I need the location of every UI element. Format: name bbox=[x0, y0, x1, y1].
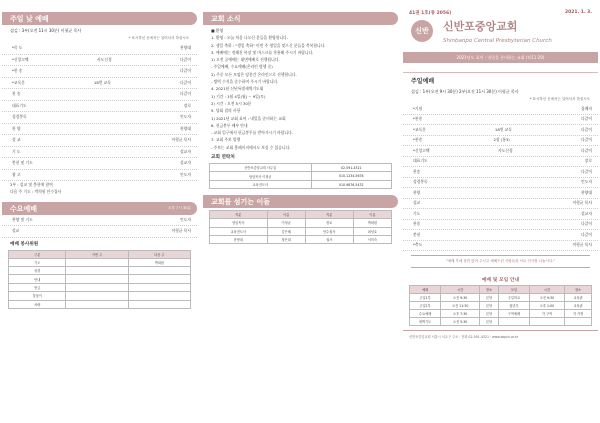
table-row bbox=[9, 266, 191, 274]
news-line: - 주보는 교회 홈페이지에서도 보실 수 있습니다. bbox=[211, 144, 291, 150]
church-name-english: Shinbanpo Central Presbyterian Church bbox=[443, 38, 552, 44]
order-row: 대표기도 장로 bbox=[2, 101, 197, 113]
table-row bbox=[410, 318, 592, 326]
year-theme: 2021년도 표어 : 내일을 준비하는 교회 (히11:29) bbox=[403, 52, 598, 63]
order-row: *축도 이형균 목사 bbox=[403, 241, 598, 252]
service-order bbox=[2, 43, 197, 181]
table-cell: 담임목사 이형균 bbox=[210, 172, 312, 180]
order-row: 봉헌 및 기도 설교자 bbox=[2, 158, 197, 170]
table-cell: 헌금 bbox=[9, 283, 66, 291]
table-row bbox=[410, 302, 592, 310]
order-row: 찬송 다같이 bbox=[403, 167, 598, 178]
table-cell: 주일학교 bbox=[498, 294, 529, 302]
news-line: 7. 교회 주보 발행 bbox=[211, 137, 241, 143]
section-bar: 주일 낮 예배 bbox=[2, 12, 197, 25]
table-header: 장소 bbox=[565, 286, 592, 294]
order-row: *찬송 2장 (통3) 다같이 bbox=[403, 136, 598, 147]
table-cell: 교육관 bbox=[565, 294, 592, 302]
table-cell: 찬양대 bbox=[210, 236, 268, 244]
issue-number: 41권 1호(통 2056) bbox=[409, 11, 452, 16]
order-row: 봉헌 다같이 bbox=[403, 230, 598, 241]
news-line: - 교회 입구에서 헌금봉투를 받아가시기 바랍니다. bbox=[211, 130, 293, 136]
table-row bbox=[9, 275, 191, 283]
evening-row: 찬양 및 기도 인도자 bbox=[2, 215, 197, 227]
table-cell bbox=[128, 292, 190, 300]
table-row bbox=[410, 294, 592, 302]
table-cell: 교육관 bbox=[565, 302, 592, 310]
news-line: 3. 예배에는 정해진 복장 및 마스크를 착용해 주시기 바랍니다. bbox=[211, 49, 314, 55]
table-cell: 010-1234-5678 bbox=[311, 172, 392, 180]
table-header: 이번 주 bbox=[66, 250, 128, 258]
table-cell: 주일2부 bbox=[410, 302, 441, 310]
contact-title: 교회 연락처 bbox=[211, 155, 235, 161]
table-cell bbox=[498, 318, 529, 326]
service-note: * 표시하신 곳에서는 일어서서 하십시오 bbox=[529, 97, 590, 101]
news-line: ■ 환영 bbox=[211, 28, 224, 33]
table-cell: 정은희 bbox=[267, 236, 305, 244]
service-subtitle: 섬김 : 3부(오전 11시 30분) 이형균 목사 bbox=[10, 28, 82, 33]
church-logo-icon: 신반 bbox=[411, 20, 433, 42]
table-cell bbox=[128, 300, 190, 308]
table-cell: 이미숙 bbox=[353, 236, 391, 244]
order-row: 찬양 찬양대 bbox=[403, 188, 598, 199]
table-header: 예배 bbox=[410, 286, 441, 294]
table-row bbox=[210, 236, 392, 244]
evening-row: 설교 이형균 목사 bbox=[2, 226, 197, 238]
table-cell: 교육전도사 bbox=[210, 180, 312, 188]
table-cell: 청년부 bbox=[498, 302, 529, 310]
table-row bbox=[9, 258, 191, 266]
table-cell: 오후 1:00 bbox=[529, 302, 564, 310]
service-order bbox=[403, 104, 598, 251]
table-cell bbox=[66, 258, 128, 266]
table-cell bbox=[565, 318, 592, 326]
section-bar: 수요예배 오후 7시 30분 bbox=[2, 202, 197, 215]
table-row bbox=[9, 300, 191, 308]
table-cell: 오전 11:30 bbox=[441, 302, 480, 310]
order-row: *교독문 18번 교독 다같이 bbox=[403, 125, 598, 136]
table-cell: 새벽기도 bbox=[410, 318, 441, 326]
roster-title: 예배 봉사위원 bbox=[10, 241, 39, 247]
news-line: 4. 2021년 신년특별새벽기도회 bbox=[211, 86, 264, 92]
service-after: 다음 주 기도 : 박희원 안수집사 bbox=[10, 189, 62, 195]
news-line: 6. 헌금봉투 배부 안내 bbox=[211, 122, 248, 128]
table-cell: 각 구역 bbox=[529, 310, 564, 318]
order-row: 광 고 인도자 bbox=[2, 170, 197, 182]
table-header: 직분 bbox=[210, 211, 268, 219]
table-cell: 박희원 bbox=[353, 219, 391, 227]
table-cell bbox=[66, 292, 128, 300]
service-note: * 표시하신 곳에서는 일어서서 하십시오 bbox=[128, 36, 189, 40]
order-row: *찬 송 다같이 bbox=[2, 66, 197, 78]
table-cell: 본당 bbox=[480, 302, 499, 310]
order-row: *묵 도 찬양대 bbox=[2, 43, 197, 55]
table-cell bbox=[128, 266, 190, 274]
left-panel bbox=[2, 8, 197, 420]
news-list bbox=[203, 25, 398, 151]
table-cell bbox=[529, 318, 564, 326]
news-line: 1) 2021년 교회 표어 : 내일을 준비하는 교회 bbox=[211, 115, 286, 121]
right-panel bbox=[403, 8, 598, 420]
table-header: 시간 bbox=[529, 286, 564, 294]
table-cell bbox=[66, 283, 128, 291]
service-title: 주일예배 bbox=[411, 78, 435, 85]
table-cell: 담임목사 bbox=[210, 219, 268, 227]
table-cell: 각 가정 bbox=[565, 310, 592, 318]
news-line: 2. 생일 축하 : "생일 축하" 이번 주 생일을 맞으신 분들을 축복합니다. bbox=[211, 42, 326, 48]
order-row: 성경봉독 인도자 bbox=[2, 112, 197, 124]
table-header: 직분 bbox=[305, 211, 353, 219]
table-cell bbox=[66, 300, 128, 308]
table-cell: 기도 bbox=[9, 258, 66, 266]
order-row: 설 교 이형균 목사 bbox=[2, 135, 197, 147]
news-line: 1) 기간 : 1월 4일(월) ~ 9일(토) bbox=[211, 93, 266, 99]
table-cell: 교육전도사 bbox=[210, 227, 268, 235]
roster-table bbox=[8, 250, 191, 309]
table-cell bbox=[128, 275, 190, 283]
table-row bbox=[410, 310, 592, 318]
table-cell: 본당 bbox=[480, 318, 499, 326]
news-line: 5. 당회 결의 사항 bbox=[211, 108, 241, 114]
table-cell: 수요예배 bbox=[410, 310, 441, 318]
table-cell: 본당 bbox=[480, 294, 499, 302]
table-cell bbox=[66, 266, 128, 274]
table-cell: 주일1부 bbox=[410, 294, 441, 302]
news-line: - 주일예배, 수요예배(온라인 병행 중) bbox=[211, 64, 273, 70]
church-name: 신반포중앙교회 bbox=[443, 20, 518, 33]
news-line: - 방역 수칙을 준수하여 주시기 바랍니다. bbox=[211, 79, 279, 85]
table-cell: 오전 9:30 bbox=[441, 294, 480, 302]
order-row: *신앙고백 사도신경 다같이 bbox=[403, 146, 598, 157]
order-row: 기도 설교자 bbox=[403, 209, 598, 220]
contact-table bbox=[209, 163, 392, 189]
order-row: 찬 송 다같이 bbox=[2, 89, 197, 101]
table-header: 다음 주 bbox=[128, 250, 190, 258]
table-row bbox=[210, 164, 392, 172]
table-row bbox=[210, 219, 392, 227]
order-row: 기 도 설교자 bbox=[2, 147, 197, 159]
order-row: *찬송 다같이 bbox=[403, 115, 598, 126]
greeting-quote: "예배 후에 잠깐 앉아 주시고 예배드린 사람들과 서로 인사를 나눕시다." bbox=[411, 255, 590, 268]
bulletin-header bbox=[403, 8, 598, 73]
table-cell: 차량 bbox=[9, 300, 66, 308]
table-cell: 최성호 bbox=[353, 227, 391, 235]
table-cell: 오전 5:30 bbox=[441, 318, 480, 326]
table-cell: 신반포중앙교회 사무실 bbox=[210, 164, 312, 172]
table-header: 이름 bbox=[353, 211, 391, 219]
middle-panel bbox=[203, 8, 398, 420]
service-after: 2부 : 설교 및 봉헌에 참여 bbox=[10, 182, 53, 187]
table-header: 모임 bbox=[498, 286, 529, 294]
table-cell: 구역예배 bbox=[498, 310, 529, 318]
table-cell: 권사 bbox=[305, 236, 353, 244]
table-cell: 김은혜 bbox=[267, 227, 305, 235]
section-bar: 교회 소식 bbox=[203, 12, 398, 25]
table-cell: 이형균 bbox=[267, 219, 305, 227]
order-row: 대표기도 장로 bbox=[403, 157, 598, 168]
table-row bbox=[210, 172, 392, 180]
order-row: *기원 집례자 bbox=[403, 104, 598, 115]
table-header: 구분 bbox=[9, 250, 66, 258]
order-row: *신앙고백 사도신경 다같이 bbox=[2, 55, 197, 67]
service-subtitle: 섬김 : 1부(오전 9시 30분) 2부(오전 11시 30분) 이형균 목사 bbox=[411, 89, 519, 94]
table-row bbox=[9, 283, 191, 291]
table-cell: 010-9876-5432 bbox=[311, 180, 392, 188]
table-row bbox=[210, 227, 392, 235]
table-row bbox=[9, 292, 191, 300]
table-cell: 본당 bbox=[480, 310, 499, 318]
order-row: 설교 이형균 목사 bbox=[403, 199, 598, 210]
table-cell: 박희원 bbox=[128, 258, 190, 266]
table-cell: 오후 7:30 bbox=[441, 310, 480, 318]
table-header: 시간 bbox=[441, 286, 480, 294]
members-table bbox=[209, 210, 392, 244]
footer: 신반포중앙교회 서울시 서초구 주소 · 전화 02-591-4321 · www.sbpch.or.kr bbox=[403, 330, 598, 342]
news-line: 2) 주중 모든 모임은 당분간 온라인으로 진행합니다. bbox=[211, 71, 297, 77]
order-row: 찬 양 찬양대 bbox=[2, 124, 197, 136]
table-cell bbox=[128, 283, 190, 291]
order-row: *교독문 18번 교독 다같이 bbox=[2, 78, 197, 90]
table-cell: 성경 bbox=[9, 266, 66, 274]
table-header: 이름 bbox=[267, 211, 305, 219]
schedule-title: 예배 및 모임 안내 bbox=[481, 278, 520, 283]
news-line: 1) 오전 공예배는 대면예배로 진행됩니다. bbox=[211, 57, 280, 63]
order-row: 찬송 다같이 bbox=[403, 220, 598, 231]
news-line: 1. 환영 : 오늘 처음 나오신 분들을 환영합니다. bbox=[211, 35, 288, 41]
section-bar: 교회를 섬기는 이들 bbox=[203, 195, 398, 208]
table-header: 장소 bbox=[480, 286, 499, 294]
table-cell: 꽃꽂이 bbox=[9, 292, 66, 300]
order-row: 성경봉독 인도자 bbox=[403, 178, 598, 189]
table-cell bbox=[66, 275, 128, 283]
table-cell: 안내 bbox=[9, 275, 66, 283]
schedule-table bbox=[409, 285, 592, 326]
table-cell: 안수집사 bbox=[305, 227, 353, 235]
table-cell: 장로 bbox=[305, 219, 353, 227]
table-row bbox=[210, 180, 392, 188]
issue-date: 2021. 1. 3. bbox=[564, 10, 592, 15]
news-line: 2) 시간 : 오전 5시 30분 bbox=[211, 100, 252, 106]
table-cell: 02-591-4321 bbox=[311, 164, 392, 172]
table-cell: 오전 9:30 bbox=[529, 294, 564, 302]
